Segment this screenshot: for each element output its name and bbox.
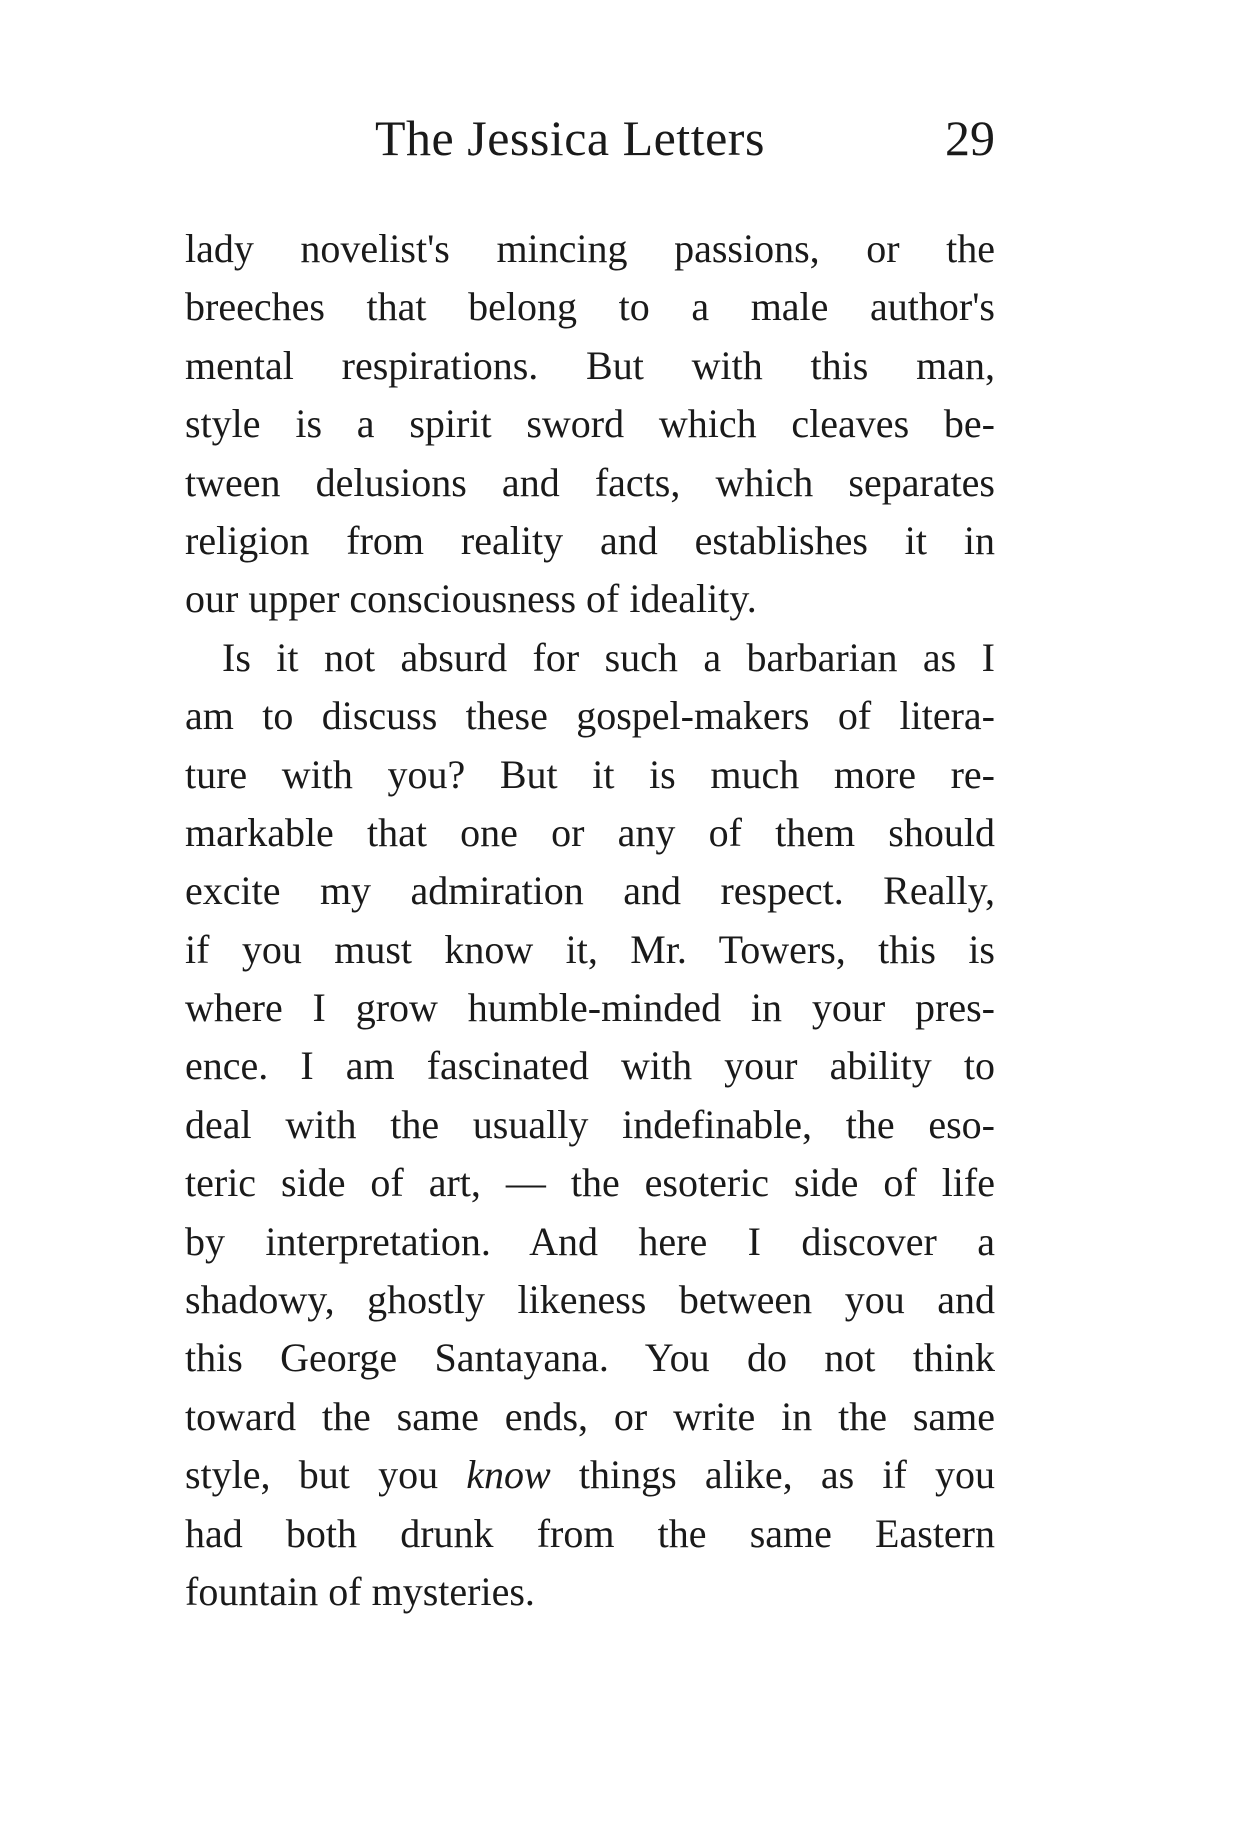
- text-line: [185, 629, 995, 687]
- body-text: [185, 220, 995, 1621]
- text-segment: ture with you? But it is much more re-: [185, 751, 995, 797]
- text-segment: breeches that belong to a male author's: [185, 284, 995, 330]
- text-segment: style is a spirit sword which cleaves be-: [185, 401, 995, 447]
- text-segment: fountain of mysteries.: [185, 1568, 535, 1614]
- text-line: [185, 1154, 995, 1212]
- text-segment: deal with the usually indefinable, the eso-: [185, 1101, 995, 1147]
- running-head: [185, 108, 995, 168]
- text-line: [185, 1563, 995, 1621]
- text-line: [185, 220, 995, 278]
- text-line: [185, 454, 995, 512]
- text-line: [185, 862, 995, 920]
- text-segment: religion from reality and establishes it in: [185, 517, 995, 563]
- text-line: [185, 570, 995, 628]
- text-line: [185, 979, 995, 1037]
- text-segment: excite my admiration and respect. Really,: [185, 868, 995, 914]
- text-segment: tween delusions and facts, which separates: [185, 459, 995, 505]
- running-title: The Jessica Letters: [375, 110, 765, 166]
- text-line: [185, 278, 995, 336]
- text-segment: style, but you: [185, 1452, 467, 1498]
- text-segment: if you must know it, Mr. Towers, this is: [185, 926, 995, 972]
- text-segment: ence. I am fascinated with your ability to: [185, 1043, 995, 1089]
- paragraph: [185, 629, 995, 1622]
- text-line: [185, 1213, 995, 1271]
- text-segment: markable that one or any of them should: [185, 809, 995, 855]
- text-segment: am to discuss these gospel-makers of litera-: [185, 693, 995, 739]
- text-line: [185, 1271, 995, 1329]
- emphasis-word: know: [466, 1452, 551, 1498]
- text-segment: our upper consciousness of ideality.: [185, 576, 757, 622]
- text-line: [185, 337, 995, 395]
- text-segment: toward the same ends, or write in the same: [185, 1393, 995, 1439]
- text-line: [185, 746, 995, 804]
- text-segment: things alike, as if you: [550, 1452, 995, 1498]
- text-segment: teric side of art, — the esoteric side of life: [185, 1160, 995, 1206]
- text-line: [185, 921, 995, 979]
- text-segment: had both drunk from the same Eastern: [185, 1510, 995, 1556]
- text-segment: lady novelist's mincing passions, or the: [185, 226, 995, 271]
- text-line: [185, 1329, 995, 1387]
- paragraph: [185, 220, 995, 629]
- text-segment: Is it not absurd for such a barbarian as I: [222, 634, 995, 680]
- text-segment: shadowy, ghostly likeness between you and: [185, 1277, 995, 1323]
- text-line: [185, 512, 995, 570]
- text-line: [185, 1505, 995, 1563]
- text-line: [185, 1446, 995, 1504]
- text-line: [185, 1388, 995, 1446]
- text-segment: mental respirations. But with this man,: [185, 342, 995, 388]
- text-segment: by interpretation. And here I discover a: [185, 1218, 995, 1264]
- text-segment: where I grow humble-minded in your pres-: [185, 985, 995, 1031]
- text-line: [185, 395, 995, 453]
- text-line: [185, 1096, 995, 1154]
- text-line: [185, 804, 995, 862]
- page-number: 29: [945, 110, 995, 166]
- text-line: [185, 1037, 995, 1095]
- text-line: [185, 687, 995, 745]
- text-segment: this George Santayana. You do not think: [185, 1335, 995, 1381]
